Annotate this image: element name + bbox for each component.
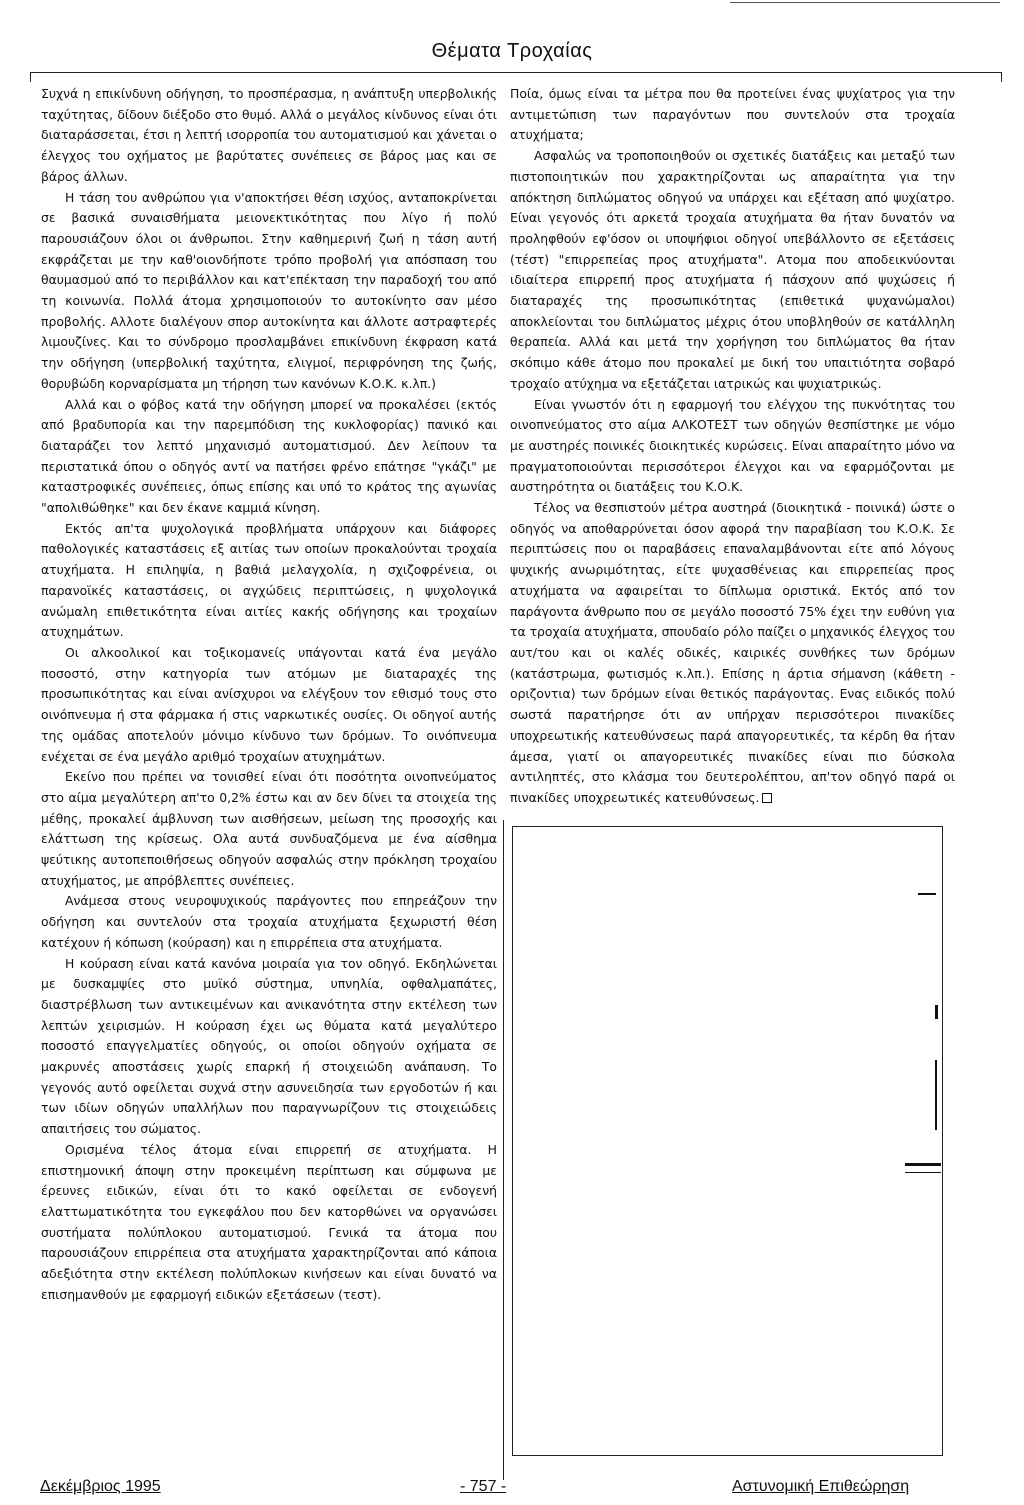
paragraph: Εκείνο που πρέπει να τονισθεί είναι ότι ποσότητα οινοπνεύματος στο αίμα μεγαλύτερη απ'το 0,2% έστω και αν δεν δίνει τα στοιχεία της μέθης, προκαλεί άμβλυνση των αισθήσεων, μείωση της προσοχής και ελάττωση της κρίσεως. Ολα αυτά συνδυαζόμενα με ένα αίσθημα ψεύτικης αυτοπεποιθήσεως οδηγούν ασφαλώς στην πρόκληση τροχαίου ατυχήματος, με απρόβλεπτες συνέπειες. xyxy=(41,769,497,888)
right-column xyxy=(510,84,955,809)
paragraph xyxy=(510,498,955,809)
empty-image-box xyxy=(512,826,943,1456)
paragraph: Ορισμένα τέλος άτομα είναι επιρρεπή σε ατυχήματα. Η επιστημονική άποψη στην προκειμένη περίπτωση και σύμφωνα με έρευνες ειδικών, είναι ότι το κακό οφείλεται σε ενδογενή ελαττωματικότητα του εγκεφάλου που δεν κατορθώνει να οργανώσει συστήματα πολύπλοκου αυτοματισμού. Γενικά τα άτομα που παρουσιάζουν επιρρέπεια στα ατυχήματα χαρακτηρίζονται από κάποια αδεξιότητα στην εκτέλεση πολύπλοκων κινήσεων και είναι δυνατό να επισημανθούν με εφαρμογή ειδικών εξετάσεων (τεστ). xyxy=(41,1141,497,1302)
paragraph: Ανάμεσα στους νευροψυχικούς παράγοντες που επηρεάζουν την οδήγηση και συντελούν στα τροχαία ατυχήματα ξεχωριστή θέση κατέχουν ή κόπωση (κούραση) και η επιρρέπεια στα ατυχήματα. xyxy=(41,893,497,950)
paragraph: Συχνά η επικίνδυνη οδήγηση, το προσπέρασμα, η ανάπτυξη υπερβολικής ταχύτητας, δίδουν διέξοδο στο θυμό. Αλλά ο μεγάλος κίνδυνος είναι ότι διαταράσσεται, έτσι η λεπτή ισορροπία του αυτοματισμού και χάνεται ο έλεγχος του οχήματος με βαρύτατες συνέπειες σε βάρος μας και σε βάρος άλλων. xyxy=(41,86,497,184)
box-scan-mark xyxy=(905,1163,941,1166)
header-rule xyxy=(30,72,1002,73)
header-rule-left-tick xyxy=(30,72,31,82)
footer-date: Δεκέμβριος 1995 xyxy=(40,1478,161,1495)
paragraph: Εκτός απ'τα ψυχολογικά προβλήματα υπάρχουν και διάφορες παθολογικές καταστάσεις εξ αιτίας των οποίων προκαλούνται τροχαία ατυχήματα. Η επιληψία, η βαθιά μελαγχολία, η σχιζοφρένεια, οι παρανοϊκές καταστάσεις, οι αγχώδεις περιπτώσεις, η ψυχολογικά ανώμαλη επιθετικότητα είναι αιτίες κακής οδήγησης και τροχαίων ατυχημάτων. xyxy=(41,520,497,640)
box-scan-mark xyxy=(935,1005,938,1019)
paragraph-text: Τέλος να θεσπιστούν μέτρα αυστηρά (διοικητικά - ποινικά) ώστε ο οδηγός να αποθαρρύνεται όσον αφορά την παραβίαση του Κ.Ο.Κ. Σε περιπτώσεις που οι παραβάσεις επαναλαμβάνονται είτε από λόγους ψυχικής ανωριμότητας, είτε ψυχασθένειας και επιρρεπείας προς ατυχήματα να αφαιρείται το δίπλωμα οριστικά. Εκτός από τον παράγοντα άνθρωπο που σε μεγάλο ποσοστό 75% έχει την ευθύνη για τα τροχαία ατυχήματα, σπουδαίο ρόλο παίζει ο μηχανικός έλεγχος του αυτ/του και οι καλές οδικές, καιρικές συνθήκες των δρόμων (κατάστρωμα, φωτισμός κ.λπ.). Επίσης η άρτια σήμανση (κάθετη - οριζοντια) των δρόμων είναι θετικός παράγοντας. Ενας ειδικός πολύ σωστά παρατήρησε ότι αν υπήρχαν περισσότεροι πινακίδες υποχρεωτικής κατευθύνσεως παρά απαγορευτικές, τα κέρδη θα ήταν άμεσα, γιατί οι απαγορευτικές πινακίδες είναι πιο δύσκολα αντιληπτές, στο κλάσμα του δευτερολέπτου, απ'τον οδηγό παρά οι πινακίδες υποχρεωτικές κατευθύνσεως. xyxy=(510,500,955,805)
paragraph: Η κούραση είναι κατά κανόνα μοιραία για τον οδηγό. Εκδηλώνεται με δυσκαμψίες στο μυϊκό σύστημα, υπνηλία, οφθαλμαπάτες, διαστρέβλωση των αντικειμένων και ανικανότητα στην εκτέλεση των λεπτών χειρισμών. Η κούραση έχει ως θύματα κατά μεγαλύτερο ποσοστό επαγγελματίες οδηγούς, οι οποίοι οδηγούν οχήματα σε μακρυνές αποστάσεις χωρίς επαρκή ή στοιχειώδη ανάπαυση. Το γεγονός αυτό οφείλεται συχνά στην ασυνειδησία των εργοδοτών ή και των ιδίων οδηγών υπαλλήλων που παραγνωρίζουν τις στοιχειώδεις απαιτήσεις του σώματος. xyxy=(41,955,497,1137)
header-rule-right-tick xyxy=(1001,72,1002,82)
top-edge-line xyxy=(730,2,1000,3)
paragraph: Ασφαλώς να τροποποιηθούν οι σχετικές διατάξεις και μεταξύ των πιστοποιητικών που χαρακτηρίζονται ως απαραίτητα για την απόκτηση διπλώματος οδηγού να υπάρχει και εξέταση από ψυχίατρο. Είναι γεγονός ότι αρκετά τροχαία ατυχήματα θα ήταν δυνατόν να προληφθούν εφ'όσον οι υποψήφιοι οδηγοί υπεβάλλοντο σε εξετάσεις (τέστ) "επιρρεπείας προς ατυχήματα". Ατομα που αποδεικνύονται ιδιαίτερα επιρρεπή προς ατυχήματα ή πάσχουν από ψυχώσεις ή διαταραχές της προσωπικότητας (επιθετικά ψυχανώμαλοι) αποκλείονται του διπλώματος μέχρις ότου υποβληθούν σε κατάλληλη θεραπεία. Αλλά και μετά την χορήγηση του διπλώματος θα ήταν σκόπιμο κάθε άτομο που προκαλεί με δική του υπαιτιότητα σοβαρό τροχαίο ατύχημα να εξετάζεται ιατρικώς και ψυχιατρικώς. xyxy=(510,148,955,391)
paragraph: Οι αλκοολικοί και τοξικομανείς υπάγονται κατά ένα μεγάλο ποσοστό, στην κατηγορία των ατόμων με διαταραχές της προσωπικότητας και είναι ανίσχυροι να ελέγξουν τον εθισμό τους στο οινόπνευμα ή στα φάρμακα ή στις ναρκωτικές ουσίες. Οι οδηγοί αυτής της ομάδας αποτελούν μόνιμο κίνδυνο των δρόμων. Το οινόπνευμα ενέχεται σε ένα μεγάλο αριθμό τροχαίων ατυχημάτων. xyxy=(41,644,497,764)
page-header-title: Θέματα Τροχαίας xyxy=(431,40,593,62)
end-of-article-mark xyxy=(762,793,772,803)
left-column xyxy=(41,84,497,1305)
footer-publication: Αστυνομική Επιθεώρηση xyxy=(732,1478,910,1495)
box-scan-mark xyxy=(918,893,936,895)
column-divider xyxy=(503,820,504,1480)
paragraph: Είναι γνωστόν ότι η εφαρμογή του ελέγχου της πυκνότητας του οινοπνεύματος στο αίμα ΑΛΚΟΤΕΣΤ των οδηγών θεσπίστηκε με νόμο με αυστηρές ποινικές διοικητικές κυρώσεις. Είναι απαραίτητο μόνο να πραγματοποιούνται περισσότεροι έλεγχοι και να εφαρμόζονται με αυστηρότητα οι διατάξεις του Κ.Ο.Κ. xyxy=(510,396,955,495)
paragraph: Αλλά και ο φόβος κατά την οδήγηση μπορεί να προκαλέσει (εκτός από βραδυπορία και την παρεμπόδιση της κυκλοφορίας) πανικό και διαταράζει τον λεπτό μηχανισμό αυτοματισμού. Δεν λείπουν τα περιστατικά όπου ο οδηγός αντί να πατήσει φρένο επάτησε "γκάζι" με καταστροφικές συνέπειες, όπως επίσης και υπό το κράτος της αγωνίας "απολιθώθηκε" και δεν έκανε καμμιά κίνηση. xyxy=(41,396,497,516)
paragraph: Η τάση του ανθρώπου για ν'αποκτήσει θέση ισχύος, ανταποκρίνεται σε βασικά συναισθήματα μειονεκτικότητας που λίγο ή πολύ παρουσιάζουν όλοι οι άνθρωποι. Στην καθημερινή ζωή η τάση αυτή εκφράζεται με την καθ'οιονδήποτε τρόπο προβολή για απόσπαση του θαυμασμού από το περιβάλλον και κατ'επέκταση την παραδοχή του από τη κοινωνία. Πολλά άτομα χρησιμοποιούν το αυτοκίνητο σαν μέσο προβολής. Αλλοτε διαλέγουν σπορ αυτοκίνητα και άλλοτε αστραφτερές λιμουζίνες. Και το σύνδρομο προσλαμβάνει επικίνδυνη έκφραση κατά την οδήγηση (υπερβολική ταχύτητα, ελιγμοί, περιφρόνηση της ζωής, θορυβώδη κορναρίσματα μη τήρηση των κανόνων Κ.Ο.Κ. κ.λπ.) xyxy=(41,189,497,391)
footer-page-number: - 757 - xyxy=(460,1478,507,1495)
paragraph: Ποία, όμως είναι τα μέτρα που θα προτείνει ένας ψυχίατρος για την αντιμετώπιση των παραγόντων που συντελούν στα τροχαία ατυχήματα; xyxy=(510,86,955,143)
box-scan-mark xyxy=(935,1060,937,1130)
box-scan-mark xyxy=(905,1172,941,1173)
